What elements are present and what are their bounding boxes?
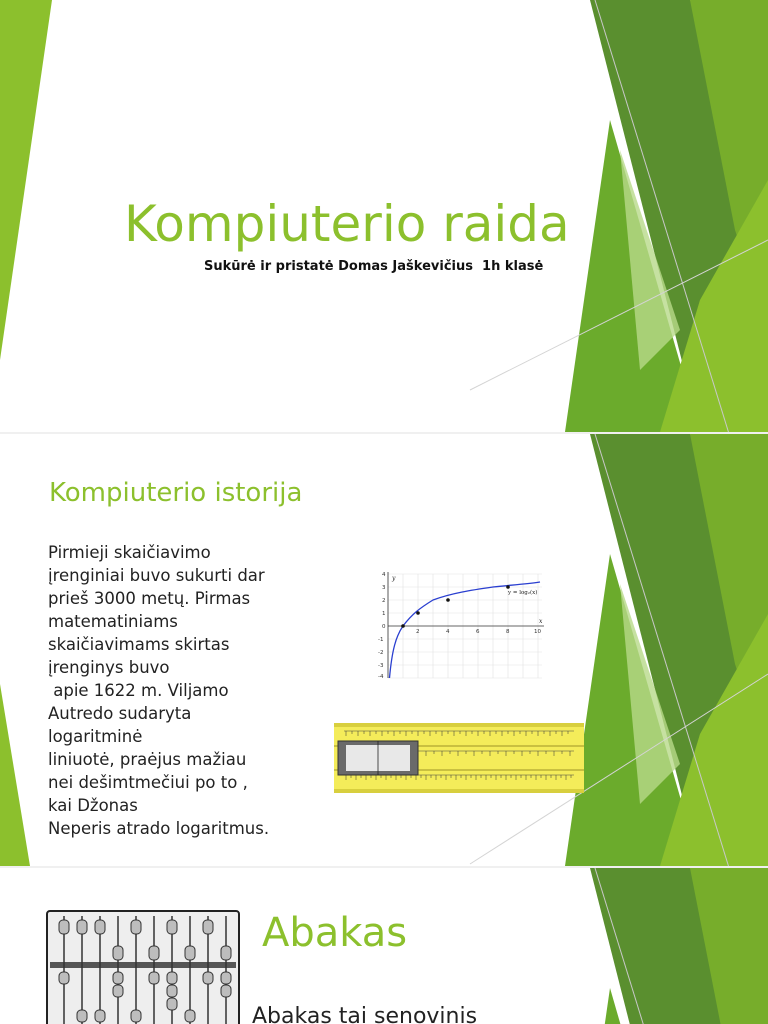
body-line: Autredo sudaryta [48, 704, 192, 723]
y-tick: 4 [382, 572, 386, 578]
graph-function-label: y = log₂(x) [508, 590, 538, 596]
y-tick: 2 [382, 598, 386, 604]
x-tick: 6 [476, 629, 480, 635]
y-tick: 0 [382, 624, 386, 630]
x-tick: 2 [416, 629, 420, 635]
x-tick: 4 [446, 629, 450, 635]
slide-heading: Kompiuterio istorija [49, 478, 303, 508]
slide-rule-image [334, 723, 584, 793]
body-line: skaičiavimams skirtas [48, 635, 230, 654]
slide-abacus [0, 868, 768, 1024]
y-tick: 1 [382, 611, 386, 617]
body-line: Pirmieji skaičiavimo [48, 543, 211, 562]
y-tick: -1 [378, 637, 384, 643]
logarithm-graph [372, 570, 546, 680]
body-line: matematiniams [48, 612, 178, 631]
y-tick: 3 [382, 585, 386, 591]
body-line: įrenginys buvo [48, 658, 170, 677]
y-tick: -4 [378, 674, 384, 680]
slide-body-text: Abakas tai senovinis [252, 1004, 478, 1024]
graph-x-label: x [539, 618, 543, 625]
graph-y-label: y [392, 575, 396, 582]
y-tick: -3 [378, 663, 384, 669]
slide-title-text: Kompiuterio raida [124, 195, 570, 253]
slide-subtitle: Sukūrė ir pristatė Domas Jaškevičius 1h klasė [204, 259, 544, 274]
x-tick: 8 [506, 629, 510, 635]
slide-history [0, 434, 768, 866]
abacus-image [46, 910, 240, 1024]
body-line: apie 1622 m. Viljamo [48, 681, 229, 700]
body-line: įrenginiai buvo sukurti dar [48, 566, 265, 585]
y-tick: -2 [378, 650, 384, 656]
slide-body-text [48, 541, 269, 840]
body-line: logaritminė [48, 727, 143, 746]
body-line: Neperis atrado logaritmus. [48, 819, 270, 838]
body-line: nei dešimtmečiui po to , [48, 773, 248, 792]
body-line: prieš 3000 metų. Pirmas [48, 589, 251, 608]
slide-title [0, 0, 768, 432]
x-tick: 10 [534, 629, 541, 635]
body-line: liniuotė, praėjus mažiau [48, 750, 247, 769]
body-line: kai Džonas [48, 796, 138, 815]
slide-heading: Abakas [262, 910, 408, 956]
